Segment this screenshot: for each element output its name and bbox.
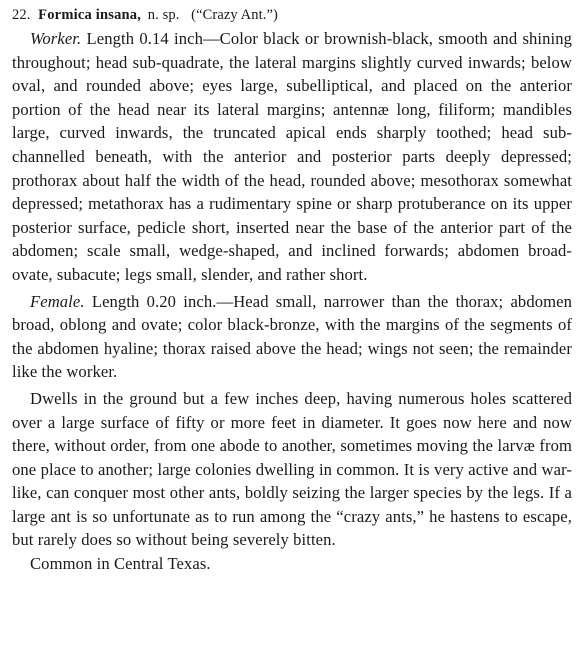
female-description (12, 290, 572, 384)
habits-paragraph: Dwells in the ground but a few inches deep, having numerous holes scattered over a large surface of fifty or more feet in diameter. It goes now here and now there, without order, from one abode to another, sometimes moving the larvæ from one place to another; large colonies dwelling in common. It is very active and war-like, can conquer most other ants, boldly seizing the larger species by the legs. If a large ant is so unfortunate as to run among the “crazy ants,” he hastens to escape, but rarely does so without being severely bitten. (12, 388, 572, 550)
entry-number: 22. (12, 7, 31, 23)
worker-label: Worker. (30, 29, 82, 48)
female-text: Length 0.20 inch.—Head small, narrower than the thorax; abdomen broad, oblong and ovate; color black-bronze, with the margins of the segments of the abdomen hyaline; thorax raised above the head; wings not seen; the remainder like the worker. (12, 291, 572, 382)
species-status: n. sp. (147, 7, 180, 23)
worker-text: Length 0.14 inch—Color black or brownish-black, smooth and shining throughout; head sub-quadrate, the lateral margins slightly curved inwards; below oval, and rounded above; eyes large, subelliptical, and placed on the anterior portion of the head near its lateral margins; antennæ long, filiform; mandibles large, curved inwards, the truncated apical ends sharply toothed; head sub-channelled beneath, with the anterior and posterior parts deeply depressed; prothorax about half the width of the head, rounded above; mesothorax somewhat depressed; metathorax has a rudimentary spine or sharp protuberance on its upper posterior surface, pedicle short, inserted near the base of the anterior part of the abdomen; scale small, wedge-shaped, and inclined forwards; abdomen broad-ovate, subacute; legs small, slender, and rather short. (12, 29, 573, 284)
worker-description (12, 27, 572, 287)
species-heading (12, 4, 572, 27)
species-name: Formica insana, (38, 7, 142, 23)
common-name: (“Crazy Ant.”) (191, 7, 278, 23)
female-label: Female. (30, 291, 85, 311)
distribution-note: Common in Central Texas. (30, 554, 211, 574)
